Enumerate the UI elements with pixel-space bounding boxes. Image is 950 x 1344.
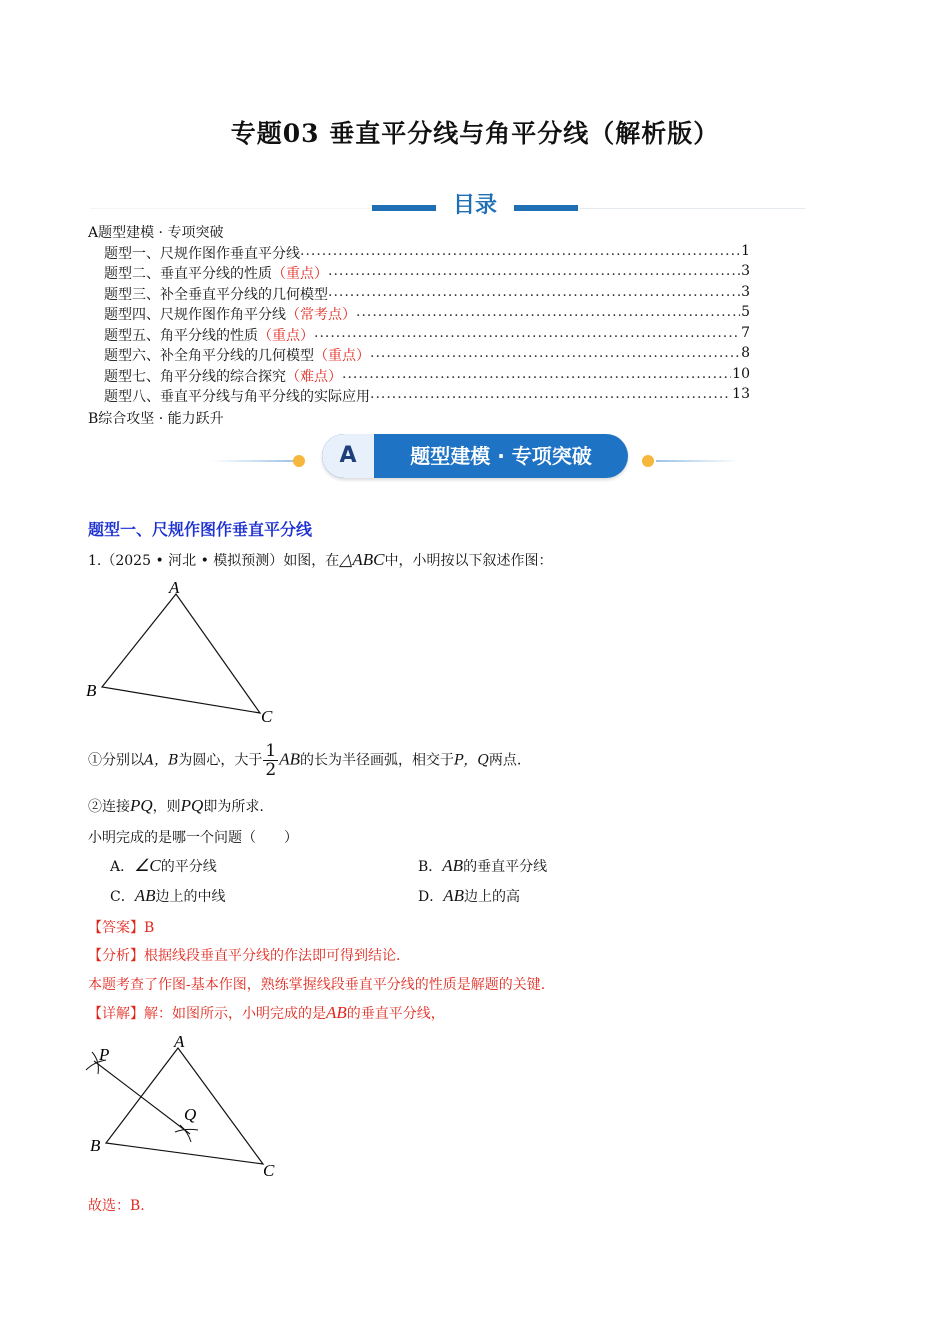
section-banner (210, 434, 740, 482)
toc-entry[interactable] (104, 304, 750, 324)
toc-entry-tag: （常考点） (286, 307, 356, 323)
note-line: 本题考查了作图-基本作图，熟练掌握线段垂直平分线的性质是解题的关键. (88, 977, 546, 993)
toc-divider-left (90, 208, 370, 209)
label-b: B (86, 681, 97, 700)
question-stem-after: 中，小明按以下叙述作图： (384, 553, 553, 569)
triangle-figure (80, 574, 290, 734)
toc-entry-page: 8 (741, 345, 750, 361)
triangle-abc (102, 594, 260, 713)
toc-entry-label: 题型四、尺规作图作角平分线 (104, 307, 286, 323)
toc-leader-dots (300, 243, 740, 263)
toc-entry-label: 题型三、补全垂直平分线的几何模型 (104, 287, 328, 303)
detail-math: AB (326, 1003, 347, 1022)
triangle-symbol: △ABC (339, 550, 385, 569)
segment-pq: PQ (130, 796, 153, 815)
detail-text-b: 的垂直平分线， (346, 1006, 445, 1022)
step1-c: 的长为半径画弧，相交于 (300, 752, 455, 769)
option-c-text: 边上的中线 (155, 889, 226, 905)
question-prompt: 小明完成的是哪一个问题（ ） (88, 830, 298, 846)
toc-leader-dots (342, 366, 731, 386)
banner-line-right (656, 460, 740, 462)
toc-heading-bar-left (372, 205, 436, 211)
option-c-math: AB (134, 886, 156, 905)
toc-heading-text: 目录 (452, 193, 497, 218)
step2-a: ②连接 (88, 799, 130, 815)
fraction-denominator: 2 (265, 760, 277, 780)
option-a[interactable] (110, 856, 217, 876)
option-a-text: 的平分线 (160, 859, 217, 875)
question-stem (88, 550, 553, 570)
detail-line (88, 1003, 445, 1023)
toc-entry-page: 7 (741, 325, 750, 341)
toc-entry-tag: （难点） (286, 369, 342, 385)
segment-ab: AB (279, 749, 301, 769)
toc-leader-dots (328, 263, 740, 283)
banner-label: 题型建模 · 专项突破 (410, 444, 592, 468)
toc-entry-label: 题型六、补全角平分线的几何模型 (104, 348, 314, 364)
toc-section-b[interactable]: B综合攻坚 · 能力跃升 (88, 411, 224, 427)
banner-dot-right (642, 455, 654, 467)
banner-line-left (210, 460, 296, 462)
toc-entry-label: 题型五、角平分线的性质 (104, 328, 258, 344)
step2-b: ，则 (152, 799, 181, 815)
label-p: P (99, 1045, 110, 1064)
conclusion-line: 故选：B. (88, 1198, 145, 1214)
option-b-prefix: B． (418, 859, 443, 875)
option-c-prefix: C． (110, 889, 135, 905)
question-stem-before: 如图，在 (283, 553, 340, 569)
section-heading: 题型一、尺规作图作垂直平分线 (88, 520, 313, 539)
analysis-text: 根据线段垂直平分线的作法即可得到结论. (144, 948, 401, 964)
toc-entry[interactable] (104, 243, 750, 263)
answer-line: 【答案】B (88, 920, 155, 936)
fraction-half (263, 742, 278, 779)
toc-entry-page: 13 (732, 386, 750, 402)
step1-pq: P，Q (454, 752, 489, 769)
toc-entry-label: 题型八、垂直平分线与角平分线的实际应用 (104, 389, 370, 405)
option-b-math: AB (442, 856, 464, 875)
label-c: C (261, 707, 273, 726)
option-a-math: ∠C (134, 856, 161, 875)
option-b-text: 的垂直平分线 (463, 859, 548, 875)
label-q: Q (184, 1105, 197, 1124)
toc-entry[interactable] (104, 345, 750, 365)
toc-leader-dots (370, 345, 740, 365)
label-a: A (174, 1032, 185, 1051)
detail-tag: 【详解】 (88, 1006, 144, 1022)
segment-pq: PQ (180, 796, 204, 815)
toc-leader-dots (370, 386, 731, 406)
detail-text-a: 解：如图所示，小明完成的是 (144, 1006, 326, 1022)
toc-entry[interactable] (104, 284, 750, 304)
option-d-text: 边上的高 (464, 889, 521, 905)
step1-points: A，B (144, 752, 179, 769)
step1-b: 为圆心，大于 (178, 752, 263, 769)
toc-entry[interactable] (104, 366, 750, 386)
banner-dot-left (293, 455, 305, 467)
toc-entry-page: 3 (741, 284, 750, 300)
step-2 (88, 796, 264, 816)
toc-entry-label: 题型七、角平分线的综合探究 (104, 369, 286, 385)
fraction-numerator: 1 (265, 741, 277, 761)
question-source: （2025 • 河北 • 模拟预测） (101, 553, 284, 569)
step1-d: 两点. (488, 752, 522, 769)
banner-pill (322, 434, 628, 478)
toc-section-a[interactable]: A题型建模 · 专项突破 (88, 225, 224, 241)
toc-leader-dots (314, 325, 740, 345)
label-a: A (169, 578, 180, 597)
step-1 (88, 742, 521, 779)
page-title: 专题03 垂直平分线与角平分线（解析版） (230, 119, 720, 148)
perpendicular-bisector-pq (94, 1061, 190, 1134)
toc-entry-label: 题型一、尺规作图作垂直平分线 (104, 246, 300, 262)
option-a-prefix: A． (110, 859, 135, 875)
toc-divider-right (580, 208, 805, 209)
toc-entry[interactable] (104, 325, 750, 345)
toc-entry[interactable] (104, 386, 750, 406)
banner-letter: A (322, 434, 374, 478)
analysis-line (88, 945, 400, 965)
option-c[interactable] (110, 886, 226, 906)
label-c: C (263, 1161, 275, 1180)
toc-entry-page: 1 (741, 243, 750, 259)
toc-entry-page: 10 (732, 366, 750, 382)
label-b: B (90, 1136, 101, 1155)
toc-leader-dots (328, 284, 740, 304)
toc-heading-bar-right (514, 205, 578, 211)
toc-entry-tag: （重点） (314, 348, 370, 364)
toc-entry-label: 题型二、垂直平分线的性质 (104, 266, 272, 282)
toc-entry-page: 5 (741, 304, 750, 320)
toc-entry-page: 3 (741, 263, 750, 279)
question-number: 1. (88, 553, 102, 569)
toc-heading (370, 188, 580, 222)
option-d-math: AB (443, 886, 465, 905)
toc-entry-tag: （重点） (272, 266, 328, 282)
toc-entry-tag: （重点） (258, 328, 314, 344)
option-b[interactable] (418, 856, 547, 876)
construction-figure (80, 1030, 300, 1190)
step2-c: 即为所求. (203, 799, 264, 815)
analysis-tag: 【分析】 (88, 948, 144, 964)
step1-a: ①分别以 (88, 752, 144, 769)
option-d[interactable] (418, 886, 520, 906)
toc-entry[interactable] (104, 263, 750, 283)
option-d-prefix: D． (418, 889, 444, 905)
toc-leader-dots (356, 304, 740, 324)
